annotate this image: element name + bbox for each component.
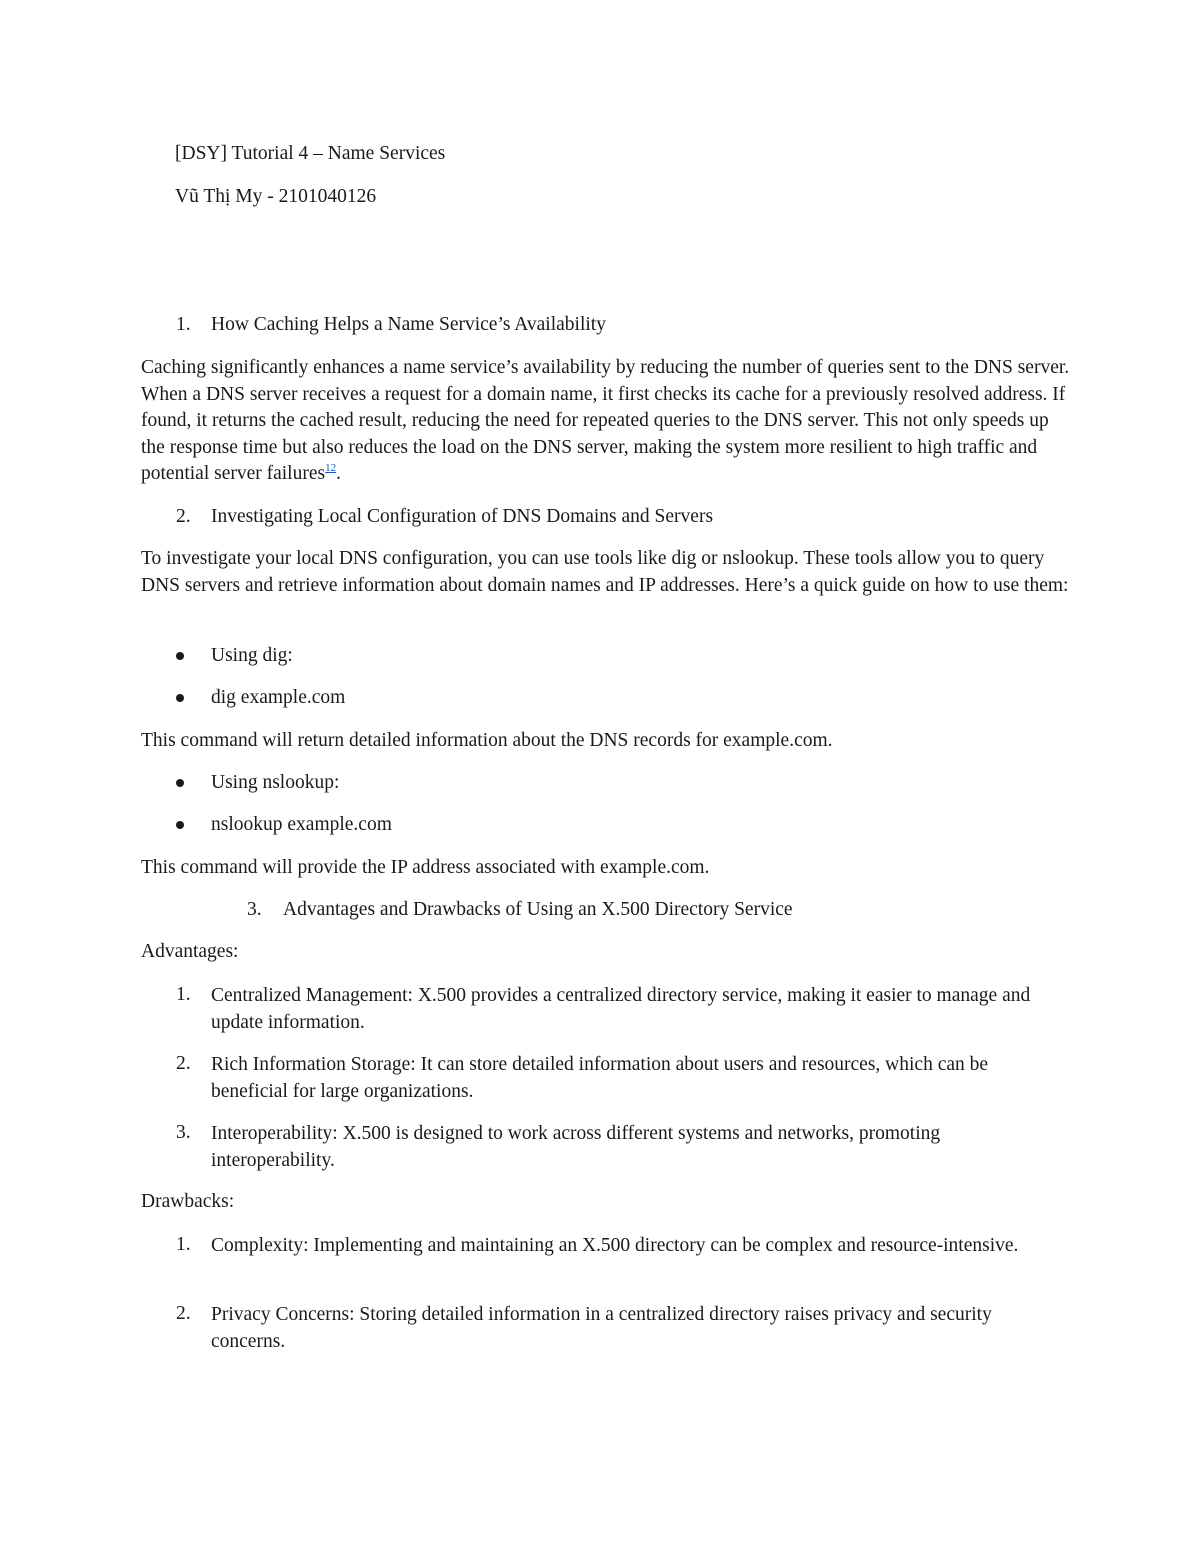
advantage-number: 3. xyxy=(176,1122,191,1143)
bullet-item: dig example.com xyxy=(211,687,346,708)
nslookup-note: This command will provide the IP address associated with example.com. xyxy=(141,857,710,878)
bullet-icon xyxy=(176,652,184,660)
section-3-heading: Advantages and Drawbacks of Using an X.500 Directory Service xyxy=(283,899,793,920)
bullet-icon xyxy=(176,694,184,702)
section-2-heading: Investigating Local Configuration of DNS Domains and Servers xyxy=(211,506,714,527)
bullet-icon xyxy=(176,821,184,829)
section-3-number: 3. xyxy=(247,899,262,920)
bullet-item: Using nslookup: xyxy=(211,772,340,793)
section-2-paragraph: To investigate your local DNS configuration, you can use tools like dig or nslookup. These tools allow you to query DNS servers and retrieve information about domain names and IP addresses. Here’s a quick guide on how to use them: xyxy=(141,548,1069,596)
dig-note: This command will return detailed information about the DNS records for example.com. xyxy=(141,730,833,751)
author-line: Vũ Thị My - 2101040126 xyxy=(175,186,377,207)
footnote-reference-link[interactable]: 12 xyxy=(325,462,337,474)
advantages-label: Advantages: xyxy=(141,941,239,962)
advantage-item: Centralized Management: X.500 provides a centralized directory service, making it easier to manage and update information. xyxy=(211,985,1031,1033)
bullet-icon xyxy=(176,779,184,787)
advantage-number: 1. xyxy=(176,984,191,1005)
section-1-number: 1. xyxy=(176,314,191,335)
drawback-number: 2. xyxy=(176,1303,191,1324)
advantage-number: 2. xyxy=(176,1053,191,1074)
drawback-item: Complexity: Implementing and maintaining an X.500 directory can be complex and resource-intensive. xyxy=(211,1235,1019,1256)
section-1-paragraph xyxy=(141,355,1071,488)
section-1-paragraph-text: Caching significantly enhances a name service’s availability by reducing the number of queries sent to the DNS server. When a DNS server receives a request for a domain name, it first checks its cache for a previously resolved address. If found, it returns the cached result, reducing the need for repeated queries to the DNS server. This not only speeds up the response time but also reduces the load on the DNS server, making the system more resilient to high traffic and potential server failures xyxy=(141,357,1070,484)
advantage-item: Interoperability: X.500 is designed to work across different systems and networks, promoting interoperability. xyxy=(211,1123,941,1171)
bullet-item: nslookup example.com xyxy=(211,814,392,835)
section-1-paragraph-end: . xyxy=(336,463,341,484)
advantage-item: Rich Information Storage: It can store detailed information about users and resources, which can be beneficial for large organizations. xyxy=(211,1054,989,1102)
bullet-item: Using dig: xyxy=(211,645,293,666)
section-1-heading: How Caching Helps a Name Service’s Availability xyxy=(211,314,606,335)
section-2-number: 2. xyxy=(176,506,191,527)
drawback-item: Privacy Concerns: Storing detailed information in a centralized directory raises privacy and security concerns. xyxy=(211,1304,992,1352)
drawback-number: 1. xyxy=(176,1234,191,1255)
drawbacks-label: Drawbacks: xyxy=(141,1191,235,1212)
document-title: [DSY] Tutorial 4 – Name Services xyxy=(175,143,446,164)
